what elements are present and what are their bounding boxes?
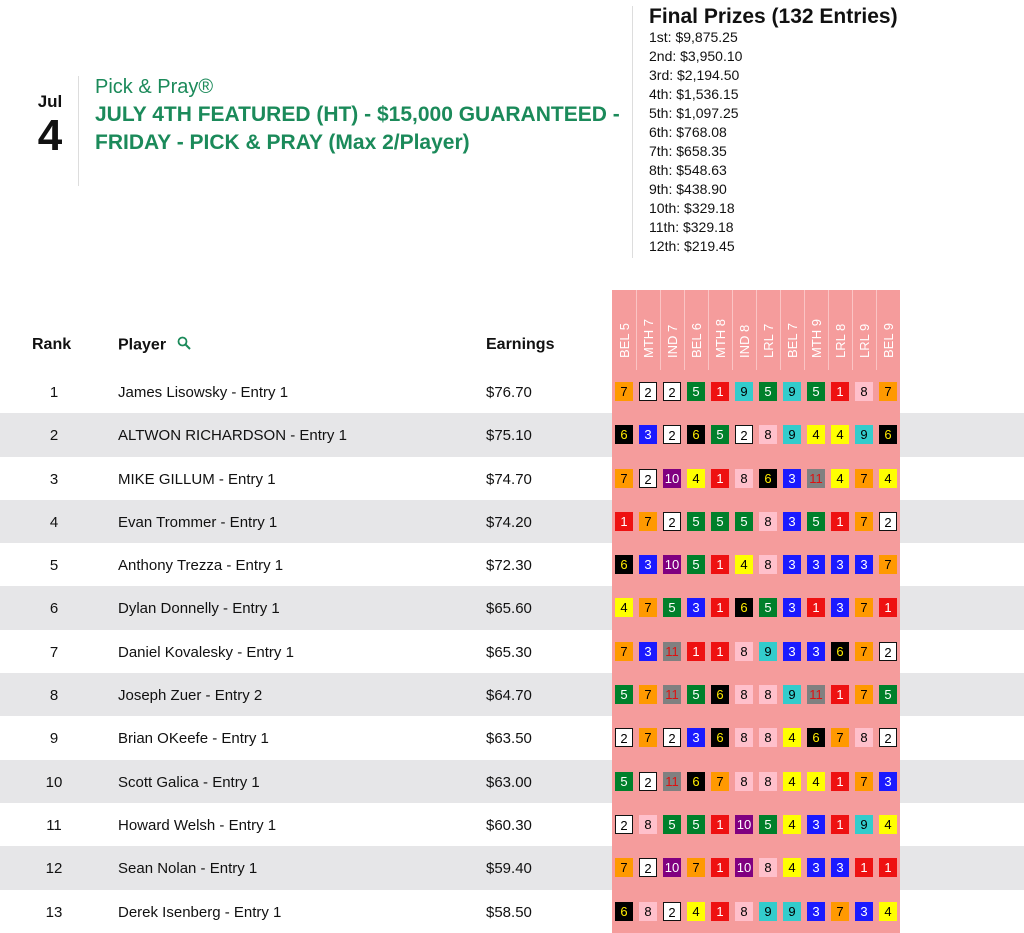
earnings-cell: $76.70 [486, 384, 532, 401]
saddle-cloth-pick: 6 [759, 469, 777, 488]
picks-cell [612, 413, 900, 456]
saddle-cloth-pick: 1 [855, 858, 873, 877]
saddle-cloth-pick: 8 [759, 772, 777, 791]
player-cell[interactable]: Joseph Zuer - Entry 2 [118, 687, 263, 705]
saddle-cloth-pick: 7 [615, 642, 633, 661]
saddle-cloth-pick: 2 [639, 772, 657, 791]
saddle-cloth-pick: 8 [759, 555, 777, 574]
race-label [780, 296, 804, 366]
table-row[interactable] [0, 716, 1024, 759]
event-name: JULY 4TH FEATURED (HT) - $15,000 GUARANTEED - FRIDAY - PICK & PRAY (Max 2/Player) [95, 103, 620, 154]
race-label-text: IND 7 [665, 324, 680, 358]
saddle-cloth-pick: 6 [615, 425, 633, 444]
saddle-cloth-pick: 6 [831, 642, 849, 661]
saddle-cloth-pick: 11 [807, 685, 825, 704]
earnings-cell: $63.00 [486, 773, 532, 791]
saddle-cloth-pick: 3 [783, 598, 801, 617]
saddle-cloth-pick: 5 [687, 685, 705, 704]
saddle-cloth-pick: 7 [855, 772, 873, 791]
saddle-cloth-pick: 5 [807, 382, 825, 401]
saddle-cloth-pick: 2 [639, 382, 657, 401]
saddle-cloth-pick: 4 [783, 815, 801, 834]
earnings-cell: $59.40 [486, 860, 532, 878]
picks-cell [612, 846, 900, 889]
saddle-cloth-pick: 1 [879, 598, 897, 617]
prize-item: 7th: $658.35 [649, 143, 727, 159]
saddle-cloth-pick: 7 [879, 555, 897, 574]
table-row[interactable] [0, 673, 1024, 716]
saddle-cloth-pick: 2 [735, 425, 753, 444]
saddle-cloth-pick: 8 [735, 728, 753, 747]
saddle-cloth-pick: 1 [831, 815, 849, 834]
saddle-cloth-pick: 4 [687, 469, 705, 488]
saddle-cloth-pick: 1 [711, 858, 729, 877]
saddle-cloth-pick: 2 [663, 728, 681, 747]
saddle-cloth-pick: 9 [759, 902, 777, 921]
saddle-cloth-pick: 6 [807, 728, 825, 747]
saddle-cloth-pick: 8 [735, 902, 753, 921]
saddle-cloth-pick: 6 [735, 598, 753, 617]
earnings-cell: $75.10 [486, 427, 532, 445]
saddle-cloth-pick: 7 [855, 512, 873, 531]
prize-item: 6th: $768.08 [649, 124, 727, 140]
saddle-cloth-pick: 1 [711, 469, 729, 488]
saddle-cloth-pick: 7 [639, 512, 657, 531]
saddle-cloth-pick: 5 [687, 382, 705, 401]
saddle-cloth-pick: 2 [663, 902, 681, 921]
saddle-cloth-pick: 9 [735, 382, 753, 401]
saddle-cloth-pick: 2 [879, 512, 897, 531]
rank-cell: 10 [45, 773, 63, 791]
race-label [732, 296, 756, 366]
saddle-cloth-pick: 7 [879, 382, 897, 401]
saddle-cloth-pick: 2 [639, 469, 657, 488]
saddle-cloth-pick: 8 [639, 902, 657, 921]
saddle-cloth-pick: 6 [615, 902, 633, 921]
prize-item: 3rd: $2,194.50 [649, 67, 740, 83]
saddle-cloth-pick: 4 [831, 425, 849, 444]
table-row[interactable] [0, 500, 1024, 543]
saddle-cloth-pick: 3 [855, 902, 873, 921]
table-row[interactable] [0, 803, 1024, 846]
final-prizes [632, 6, 898, 258]
saddle-cloth-pick: 6 [711, 728, 729, 747]
race-label-text: BEL 7 [785, 323, 800, 358]
saddle-cloth-pick: 7 [855, 642, 873, 661]
event-title-block [95, 76, 625, 157]
saddle-cloth-pick: 7 [639, 728, 657, 747]
saddle-cloth-pick: 3 [807, 815, 825, 834]
race-label-text: MTH 8 [713, 319, 728, 358]
saddle-cloth-pick: 5 [615, 772, 633, 791]
saddle-cloth-pick: 5 [711, 425, 729, 444]
picks-cell [612, 890, 900, 933]
saddle-cloth-pick: 3 [783, 469, 801, 488]
saddle-cloth-pick: 5 [759, 382, 777, 401]
saddle-cloth-pick: 5 [687, 815, 705, 834]
rank-cell: 8 [49, 687, 59, 705]
saddle-cloth-pick: 8 [759, 858, 777, 877]
race-label-text: MTH 7 [641, 319, 656, 358]
table-row[interactable] [0, 543, 1024, 586]
race-label [708, 296, 732, 366]
saddle-cloth-pick: 1 [711, 642, 729, 661]
prize-item: 11th: $329.18 [649, 219, 734, 235]
event-month: Jul [37, 92, 63, 111]
player-cell[interactable]: Sean Nolan - Entry 1 [118, 860, 258, 878]
saddle-cloth-pick: 6 [687, 425, 705, 444]
prize-item: 12th: $219.45 [649, 238, 735, 254]
saddle-cloth-pick: 3 [639, 642, 657, 661]
saddle-cloth-pick: 8 [759, 425, 777, 444]
race-label [756, 296, 780, 366]
picks-cell [612, 500, 900, 543]
saddle-cloth-pick: 2 [615, 728, 633, 747]
rank-cell: 7 [49, 643, 59, 661]
prize-item: 5th: $1,097.25 [649, 105, 739, 121]
saddle-cloth-pick: 7 [639, 598, 657, 617]
race-label [828, 296, 852, 366]
picks-cell [612, 760, 900, 803]
saddle-cloth-pick: 1 [711, 902, 729, 921]
saddle-cloth-pick: 3 [879, 772, 897, 791]
rank-cell: 2 [49, 427, 59, 445]
race-label-text: IND 8 [737, 324, 752, 358]
race-label [804, 296, 828, 366]
table-row[interactable] [0, 630, 1024, 673]
saddle-cloth-pick: 4 [879, 902, 897, 921]
saddle-cloth-pick: 4 [687, 902, 705, 921]
race-label [636, 296, 660, 366]
saddle-cloth-pick: 6 [687, 772, 705, 791]
saddle-cloth-pick: 2 [663, 382, 681, 401]
table-row[interactable] [0, 586, 1024, 629]
race-label [876, 296, 900, 366]
saddle-cloth-pick: 1 [711, 555, 729, 574]
picks-cell [612, 543, 900, 586]
saddle-cloth-pick: 8 [855, 382, 873, 401]
player-cell[interactable]: Daniel Kovalesky - Entry 1 [118, 643, 294, 661]
picks-cell [612, 370, 900, 413]
saddle-cloth-pick: 9 [783, 902, 801, 921]
saddle-cloth-pick: 5 [687, 512, 705, 531]
earnings-cell: $74.70 [486, 470, 532, 488]
saddle-cloth-pick: 8 [735, 685, 753, 704]
saddle-cloth-pick: 3 [807, 902, 825, 921]
prize-item: 4th: $1,536.15 [649, 86, 739, 102]
rank-cell: 3 [49, 470, 59, 488]
saddle-cloth-pick: 1 [687, 642, 705, 661]
saddle-cloth-pick: 6 [879, 425, 897, 444]
player-cell[interactable]: MIKE GILLUM - Entry 1 [118, 470, 276, 488]
saddle-cloth-pick: 7 [855, 469, 873, 488]
saddle-cloth-pick: 1 [615, 512, 633, 531]
race-label-text: BEL 5 [617, 323, 632, 358]
saddle-cloth-pick: 2 [879, 728, 897, 747]
saddle-cloth-pick: 4 [807, 425, 825, 444]
saddle-cloth-pick: 10 [664, 860, 680, 876]
race-label [612, 296, 636, 366]
saddle-cloth-pick: 7 [711, 772, 729, 791]
player-cell[interactable]: Anthony Trezza - Entry 1 [118, 557, 284, 575]
saddle-cloth-pick: 1 [711, 598, 729, 617]
saddle-cloth-pick: 7 [855, 685, 873, 704]
rank-cell: 1 [49, 384, 59, 401]
saddle-cloth-pick: 6 [615, 555, 633, 574]
race-label-text: BEL 6 [689, 323, 704, 358]
saddle-cloth-pick: 9 [783, 382, 801, 401]
table-row[interactable] [0, 370, 1024, 413]
race-label [852, 296, 876, 366]
saddle-cloth-pick: 10 [736, 816, 752, 832]
saddle-cloth-pick: 6 [711, 685, 729, 704]
race-label [684, 296, 708, 366]
saddle-cloth-pick: 1 [807, 598, 825, 617]
saddle-cloth-pick: 1 [831, 685, 849, 704]
saddle-cloth-pick: 10 [736, 860, 752, 876]
saddle-cloth-pick: 4 [783, 728, 801, 747]
saddle-cloth-pick: 10 [664, 470, 680, 486]
table-row[interactable] [0, 457, 1024, 500]
player-header[interactable] [118, 336, 191, 355]
race-label-text: LRL 7 [761, 323, 776, 358]
saddle-cloth-pick: 1 [711, 815, 729, 834]
saddle-cloth-pick: 5 [759, 598, 777, 617]
saddle-cloth-pick: 3 [831, 598, 849, 617]
saddle-cloth-pick: 3 [831, 555, 849, 574]
saddle-cloth-pick: 5 [735, 512, 753, 531]
rank-cell: 6 [49, 600, 59, 618]
saddle-cloth-pick: 9 [855, 815, 873, 834]
saddle-cloth-pick: 3 [855, 555, 873, 574]
prize-item: 1st: $9,875.25 [649, 29, 738, 45]
saddle-cloth-pick: 5 [687, 555, 705, 574]
saddle-cloth-pick: 4 [735, 555, 753, 574]
saddle-cloth-pick: 11 [807, 469, 825, 488]
race-header [612, 290, 900, 370]
saddle-cloth-pick: 4 [879, 469, 897, 488]
saddle-cloth-pick: 7 [615, 469, 633, 488]
prizes-title: Final Prizes (132 Entries) [649, 5, 898, 28]
race-label-text: BEL 9 [881, 323, 896, 358]
saddle-cloth-pick: 11 [663, 772, 681, 791]
saddle-cloth-pick: 8 [759, 728, 777, 747]
saddle-cloth-pick: 3 [807, 642, 825, 661]
saddle-cloth-pick: 4 [783, 858, 801, 877]
saddle-cloth-pick: 2 [663, 512, 681, 531]
prize-item: 2nd: $3,950.10 [649, 48, 743, 64]
saddle-cloth-pick: 4 [807, 772, 825, 791]
player-cell[interactable]: James Lisowsky - Entry 1 [118, 384, 289, 401]
picks-cell [612, 673, 900, 716]
earnings-cell: $72.30 [486, 557, 532, 575]
player-cell[interactable]: Scott Galica - Entry 1 [118, 773, 260, 791]
saddle-cloth-pick: 9 [783, 425, 801, 444]
rank-cell: 9 [49, 730, 59, 748]
prize-item: 10th: $329.18 [649, 200, 735, 216]
saddle-cloth-pick: 3 [831, 858, 849, 877]
picks-cell [612, 803, 900, 846]
saddle-cloth-pick: 2 [879, 642, 897, 661]
player-cell[interactable]: ALTWON RICHARDSON - Entry 1 [118, 427, 347, 445]
rank-cell: 4 [49, 513, 59, 531]
picks-cell [612, 630, 900, 673]
saddle-cloth-pick: 1 [831, 512, 849, 531]
saddle-cloth-pick: 8 [759, 685, 777, 704]
saddle-cloth-pick: 3 [639, 425, 657, 444]
saddle-cloth-pick: 8 [855, 728, 873, 747]
saddle-cloth-pick: 5 [879, 685, 897, 704]
rank-header[interactable]: Rank [32, 336, 72, 353]
saddle-cloth-pick: 5 [807, 512, 825, 531]
event-day: 4 [37, 111, 63, 160]
race-label [660, 296, 684, 366]
search-icon[interactable] [177, 336, 191, 355]
saddle-cloth-pick: 4 [831, 469, 849, 488]
saddle-cloth-pick: 9 [783, 685, 801, 704]
saddle-cloth-pick: 9 [855, 425, 873, 444]
earnings-cell: $64.70 [486, 687, 532, 705]
race-label-text: MTH 9 [809, 319, 824, 358]
earnings-header[interactable]: Earnings [486, 336, 555, 353]
saddle-cloth-pick: 11 [663, 685, 681, 704]
saddle-cloth-pick: 3 [783, 555, 801, 574]
saddle-cloth-pick: 8 [759, 512, 777, 531]
saddle-cloth-pick: 3 [807, 555, 825, 574]
saddle-cloth-pick: 1 [831, 772, 849, 791]
player-cell[interactable]: Dylan Donnelly - Entry 1 [118, 600, 280, 618]
event-brand: Pick & Pray® [95, 76, 214, 98]
earnings-cell: $65.60 [486, 600, 532, 618]
saddle-cloth-pick: 1 [879, 858, 897, 877]
date-divider [78, 76, 79, 186]
saddle-cloth-pick: 8 [735, 772, 753, 791]
saddle-cloth-pick: 7 [831, 902, 849, 921]
saddle-cloth-pick: 7 [687, 858, 705, 877]
saddle-cloth-pick: 3 [783, 642, 801, 661]
rank-cell: 12 [45, 860, 63, 878]
saddle-cloth-pick: 2 [663, 425, 681, 444]
saddle-cloth-pick: 3 [687, 728, 705, 747]
saddle-cloth-pick: 2 [639, 858, 657, 877]
prize-item: 9th: $438.90 [649, 181, 727, 197]
saddle-cloth-pick: 5 [615, 685, 633, 704]
saddle-cloth-pick: 5 [663, 598, 681, 617]
race-label-text: LRL 8 [833, 323, 848, 358]
saddle-cloth-pick: 5 [759, 815, 777, 834]
saddle-cloth-pick: 3 [807, 858, 825, 877]
saddle-cloth-pick: 7 [615, 382, 633, 401]
saddle-cloth-pick: 11 [663, 642, 681, 661]
player-cell[interactable]: Evan Trommer - Entry 1 [118, 513, 278, 531]
player-cell[interactable]: Derek Isenberg - Entry 1 [118, 903, 282, 921]
saddle-cloth-pick: 3 [783, 512, 801, 531]
table-row[interactable] [0, 760, 1024, 803]
prize-list [649, 28, 898, 256]
player-cell[interactable]: Howard Welsh - Entry 1 [118, 816, 277, 834]
saddle-cloth-pick: 8 [639, 815, 657, 834]
picks-cell [612, 586, 900, 629]
saddle-cloth-pick: 2 [615, 815, 633, 834]
saddle-cloth-pick: 4 [783, 772, 801, 791]
saddle-cloth-pick: 5 [663, 815, 681, 834]
rank-cell: 5 [49, 557, 59, 575]
table-row[interactable] [0, 890, 1024, 933]
saddle-cloth-pick: 10 [664, 557, 680, 573]
picks-cell [612, 716, 900, 759]
saddle-cloth-pick: 4 [879, 815, 897, 834]
prize-item: 8th: $548.63 [649, 162, 727, 178]
earnings-cell: $63.50 [486, 730, 532, 748]
rank-cell: 11 [46, 816, 62, 834]
saddle-cloth-pick: 7 [855, 598, 873, 617]
saddle-cloth-pick: 3 [639, 555, 657, 574]
player-header-label: Player [118, 336, 167, 354]
leaderboard-table [0, 370, 1024, 933]
earnings-cell: $74.20 [486, 513, 532, 531]
earnings-cell: $65.30 [486, 643, 532, 661]
saddle-cloth-pick: 4 [615, 598, 633, 617]
earnings-cell: $60.30 [486, 816, 532, 834]
event-date [30, 92, 70, 158]
picks-cell [612, 457, 900, 500]
saddle-cloth-pick: 1 [831, 382, 849, 401]
table-row[interactable] [0, 413, 1024, 456]
saddle-cloth-pick: 3 [687, 598, 705, 617]
race-label-text: LRL 9 [857, 323, 872, 358]
table-row[interactable] [0, 846, 1024, 889]
earnings-cell: $58.50 [486, 903, 532, 921]
saddle-cloth-pick: 8 [735, 642, 753, 661]
saddle-cloth-pick: 8 [735, 469, 753, 488]
rank-cell: 13 [45, 903, 63, 921]
saddle-cloth-pick: 7 [615, 858, 633, 877]
saddle-cloth-pick: 7 [831, 728, 849, 747]
saddle-cloth-pick: 5 [711, 512, 729, 531]
player-cell[interactable]: Brian OKeefe - Entry 1 [118, 730, 269, 748]
saddle-cloth-pick: 9 [759, 642, 777, 661]
saddle-cloth-pick: 1 [711, 382, 729, 401]
saddle-cloth-pick: 7 [639, 685, 657, 704]
